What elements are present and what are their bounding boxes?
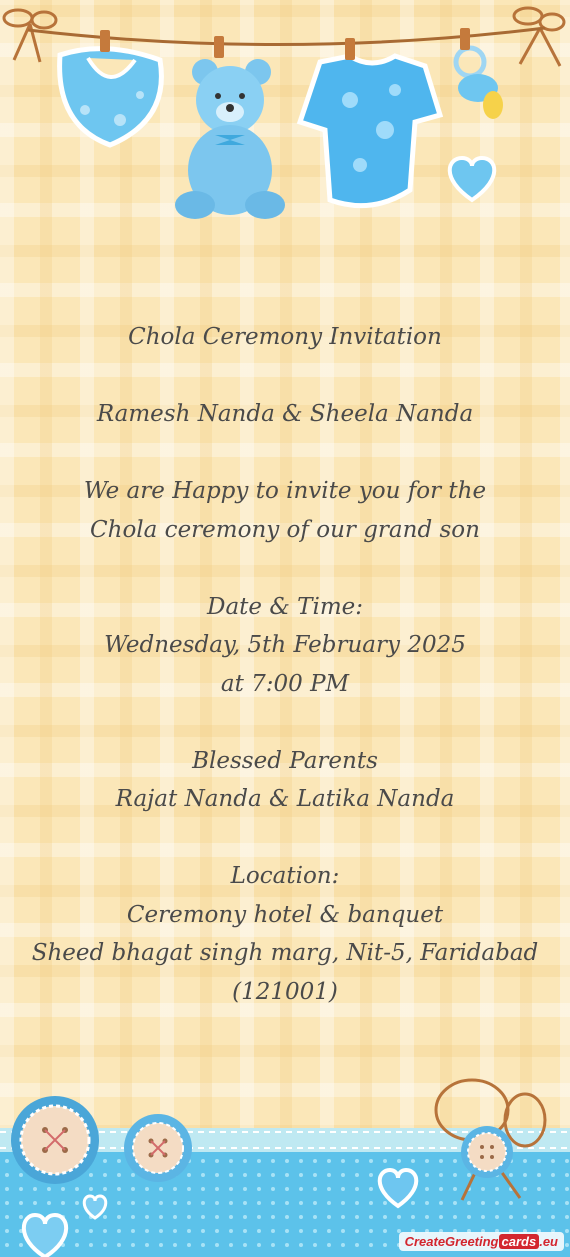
brand-text-1: CreateGreeting	[404, 1234, 499, 1249]
event-date: Wednesday, 5th February 2025	[104, 632, 466, 658]
clothespin-3-icon	[345, 38, 355, 60]
button-2-icon	[124, 1114, 192, 1182]
brand-text-2: cards	[499, 1234, 540, 1249]
bottom-decoration	[0, 1070, 570, 1257]
venue-address: Sheed bhagat singh marg, Nit-5, Faridabad	[31, 940, 539, 966]
date-time-heading: Date & Time:	[207, 593, 363, 620]
brand-text-3: .eu	[539, 1234, 558, 1249]
clothespin-4-icon	[460, 28, 470, 50]
button-3-icon	[461, 1126, 513, 1178]
location-heading: Location:	[230, 863, 340, 889]
heart-icon	[450, 158, 495, 200]
invite-message-line-2: Chola ceremony of our grand son	[90, 516, 480, 543]
left-bow-icon	[4, 10, 56, 62]
teddy-bear-icon	[175, 59, 285, 219]
invitation-text	[0, 318, 570, 1011]
baby-onesie-icon	[300, 56, 440, 206]
clothespin-1-icon	[100, 30, 110, 52]
pacifier-icon	[456, 48, 503, 119]
baby-bib-icon	[60, 49, 162, 145]
event-time: at 7:00 PM	[220, 670, 350, 697]
clothesline-decoration	[0, 0, 570, 250]
parent-names: Rajat Nanda & Latika Nanda	[115, 786, 455, 812]
host-names: Ramesh Nanda & Sheela Nanda	[96, 401, 474, 427]
venue-pincode: (121001)	[232, 978, 338, 1005]
button-1-icon	[11, 1096, 99, 1184]
site-branding-logo[interactable]	[399, 1232, 564, 1251]
invitation-title: Chola Ceremony Invitation	[128, 324, 442, 350]
clothespin-2-icon	[214, 36, 224, 58]
right-bow-icon	[514, 8, 564, 66]
parents-heading: Blessed Parents	[192, 747, 378, 774]
invite-message-line-1: We are Happy to invite you for the	[83, 478, 487, 504]
venue-name: Ceremony hotel & banquet	[126, 901, 444, 928]
